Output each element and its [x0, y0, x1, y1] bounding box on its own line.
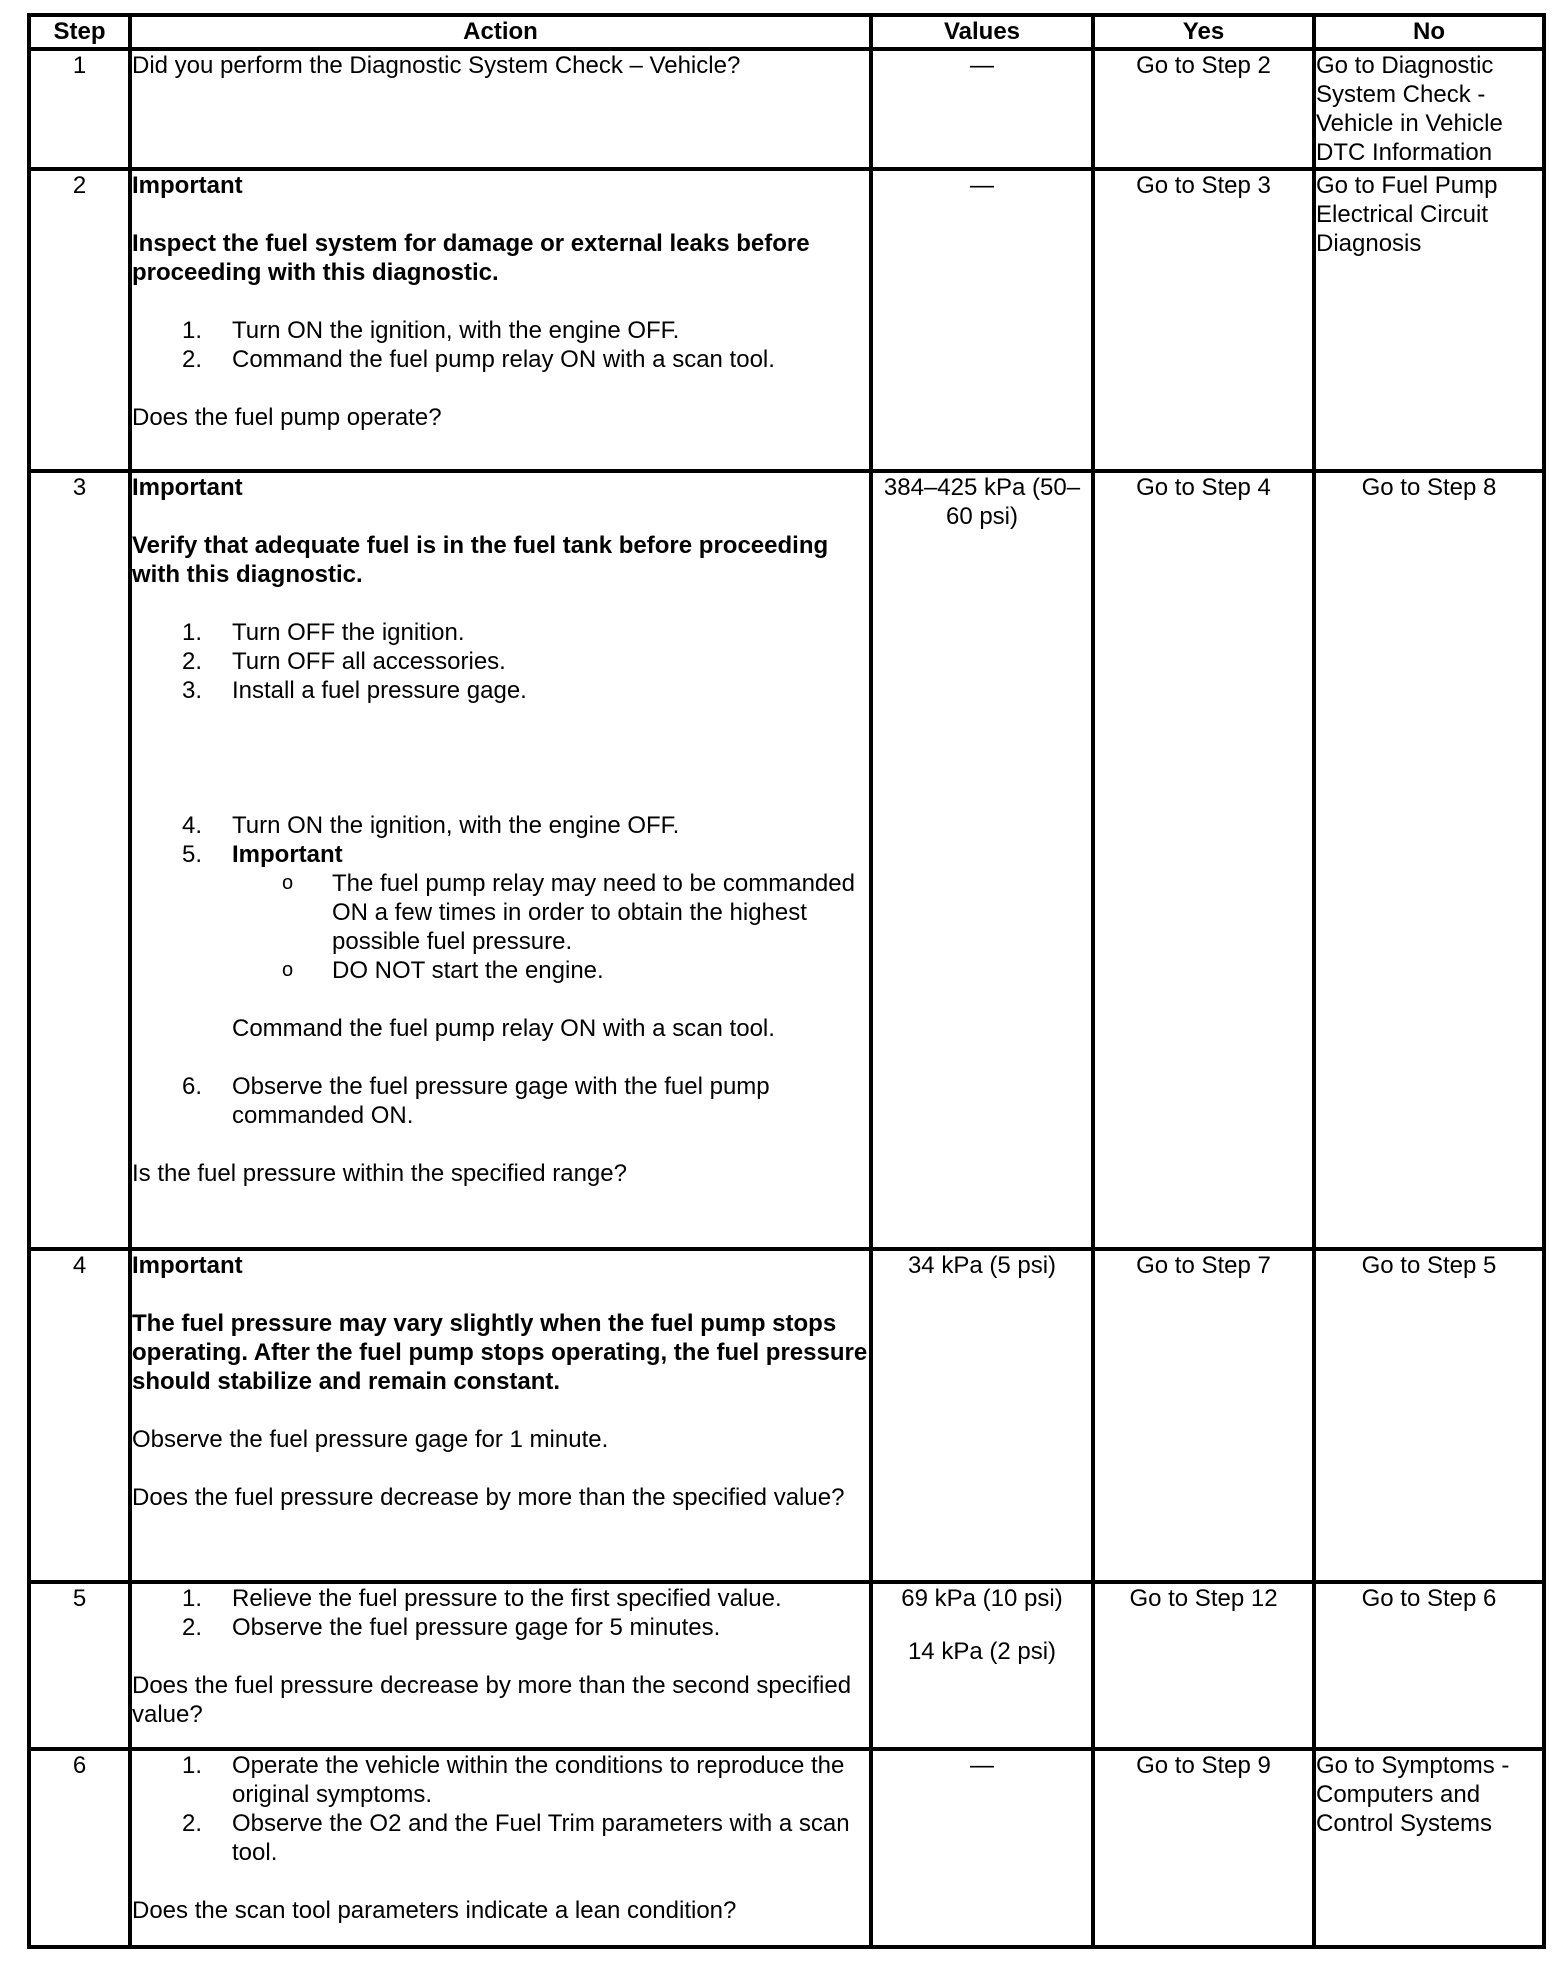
bullet-item: o DO NOT start the engine. — [282, 957, 604, 984]
list-item: 1. Operate the vehicle within the conditions to reproduce the original symptoms. — [182, 1752, 845, 1808]
diagnostic-table — [27, 13, 1546, 1949]
values-cell: — — [871, 1749, 1093, 1947]
action-cell — [130, 1582, 871, 1749]
observe-text: Observe the fuel pressure gage for 1 minute. — [132, 1426, 609, 1453]
no-cell: Go to Fuel Pump Electrical Circuit Diagnosis — [1314, 169, 1544, 471]
list-item: 1. Turn ON the ignition, with the engine OFF. — [182, 317, 680, 344]
procedure-list — [132, 811, 869, 985]
header-action: Action — [130, 15, 871, 49]
step-number: 4 — [29, 1249, 130, 1582]
no-cell: Go to Symptoms - Computers and Control Systems — [1314, 1749, 1544, 1947]
procedure-list — [132, 316, 869, 374]
header-values: Values — [871, 15, 1093, 49]
action-cell — [130, 169, 871, 471]
no-cell: Go to Diagnostic System Check - Vehicle in Vehicle DTC Information — [1314, 49, 1544, 169]
value-first: 69 kPa (10 psi) — [901, 1585, 1063, 1612]
list-item: 2. Command the fuel pump relay ON with a scan tool. — [182, 346, 775, 373]
value-second: 14 kPa (2 psi) — [907, 1638, 1057, 1665]
bullet-item: o The fuel pump relay may need to be commanded ON a few times in order to obtain the highest possible fuel pressure. — [282, 870, 855, 955]
bullet-list — [232, 869, 869, 985]
action-cell — [130, 1249, 871, 1582]
step-number: 5 — [29, 1582, 130, 1749]
list-item: 4. Turn ON the ignition, with the engine OFF. — [182, 812, 680, 839]
step-number: 1 — [29, 49, 130, 169]
action-question: Did you perform the Diagnostic System Check – Vehicle? — [132, 52, 741, 79]
list-item: 2. Observe the fuel pressure gage for 5 minutes. — [182, 1614, 721, 1641]
yes-cell: Go to Step 3 — [1093, 169, 1314, 471]
action-question: Does the fuel pressure decrease by more than the second specified value? — [132, 1672, 852, 1728]
list-item: 1. Turn OFF the ignition. — [182, 619, 465, 646]
header-row — [29, 15, 1544, 49]
list-item: 2. Observe the O2 and the Fuel Trim parameters with a scan tool. — [182, 1810, 850, 1866]
action-cell — [130, 471, 871, 1249]
important-label: Important — [132, 474, 243, 501]
header-yes: Yes — [1093, 15, 1314, 49]
list-item: 1. Relieve the fuel pressure to the first specified value. — [182, 1585, 782, 1612]
procedure-list — [132, 1584, 869, 1642]
step-number: 2 — [29, 169, 130, 471]
header-no: No — [1314, 15, 1544, 49]
step-number: 3 — [29, 471, 130, 1249]
action-question: Is the fuel pressure within the specified range? — [132, 1160, 627, 1187]
header-step: Step — [29, 15, 130, 49]
step-number: 6 — [29, 1749, 130, 1947]
list-item: 6. Observe the fuel pressure gage with the fuel pump commanded ON. — [182, 1073, 770, 1129]
important-text: Inspect the fuel system for damage or external leaks before proceeding with this diagnostic. — [132, 230, 810, 286]
yes-cell: Go to Step 7 — [1093, 1249, 1314, 1582]
values-cell: 384–425 kPa (50–60 psi) — [871, 471, 1093, 1249]
procedure-list — [132, 1072, 869, 1130]
table-row — [29, 1582, 1544, 1749]
yes-cell: Go to Step 12 — [1093, 1582, 1314, 1749]
important-text: Verify that adequate fuel is in the fuel tank before proceeding with this diagnostic. — [132, 532, 829, 588]
procedure-list — [132, 1751, 869, 1867]
values-cell: — — [871, 49, 1093, 169]
table-row — [29, 1249, 1544, 1582]
action-cell — [130, 1749, 871, 1947]
list-item: 2. Turn OFF all accessories. — [182, 648, 506, 675]
action-cell — [130, 49, 871, 169]
list-item: 3. Install a fuel pressure gage. — [182, 677, 527, 704]
action-question: Does the scan tool parameters indicate a lean condition? — [132, 1897, 737, 1924]
yes-cell: Go to Step 4 — [1093, 471, 1314, 1249]
list-item: 5. Important o The fuel pump relay may need to be commanded ON a few times in order to obtain the highest possible fuel pressure. o DO NOT start the engine. — [132, 840, 869, 985]
yes-cell: Go to Step 2 — [1093, 49, 1314, 169]
no-cell: Go to Step 8 — [1314, 471, 1544, 1249]
yes-cell: Go to Step 9 — [1093, 1749, 1314, 1947]
action-question: Does the fuel pressure decrease by more than the specified value? — [132, 1484, 845, 1511]
no-cell: Go to Step 5 — [1314, 1249, 1544, 1582]
table-row — [29, 471, 1544, 1249]
table-row — [29, 49, 1544, 169]
values-cell: 34 kPa (5 psi) — [871, 1249, 1093, 1582]
important-text: The fuel pressure may vary slightly when the fuel pump stops operating. After the fuel pump stops operating, the fuel pressure should stabilize and remain constant. — [132, 1310, 868, 1395]
important-label: Important — [132, 172, 243, 199]
values-cell: — — [871, 169, 1093, 471]
table-row — [29, 1749, 1544, 1947]
action-question: Does the fuel pump operate? — [132, 404, 442, 431]
command-text: Command the fuel pump relay ON with a scan tool. — [232, 1015, 775, 1042]
procedure-list — [132, 618, 869, 705]
values-cell — [871, 1582, 1093, 1749]
important-label: Important — [132, 1252, 243, 1279]
no-cell: Go to Step 6 — [1314, 1582, 1544, 1749]
table-row — [29, 169, 1544, 471]
